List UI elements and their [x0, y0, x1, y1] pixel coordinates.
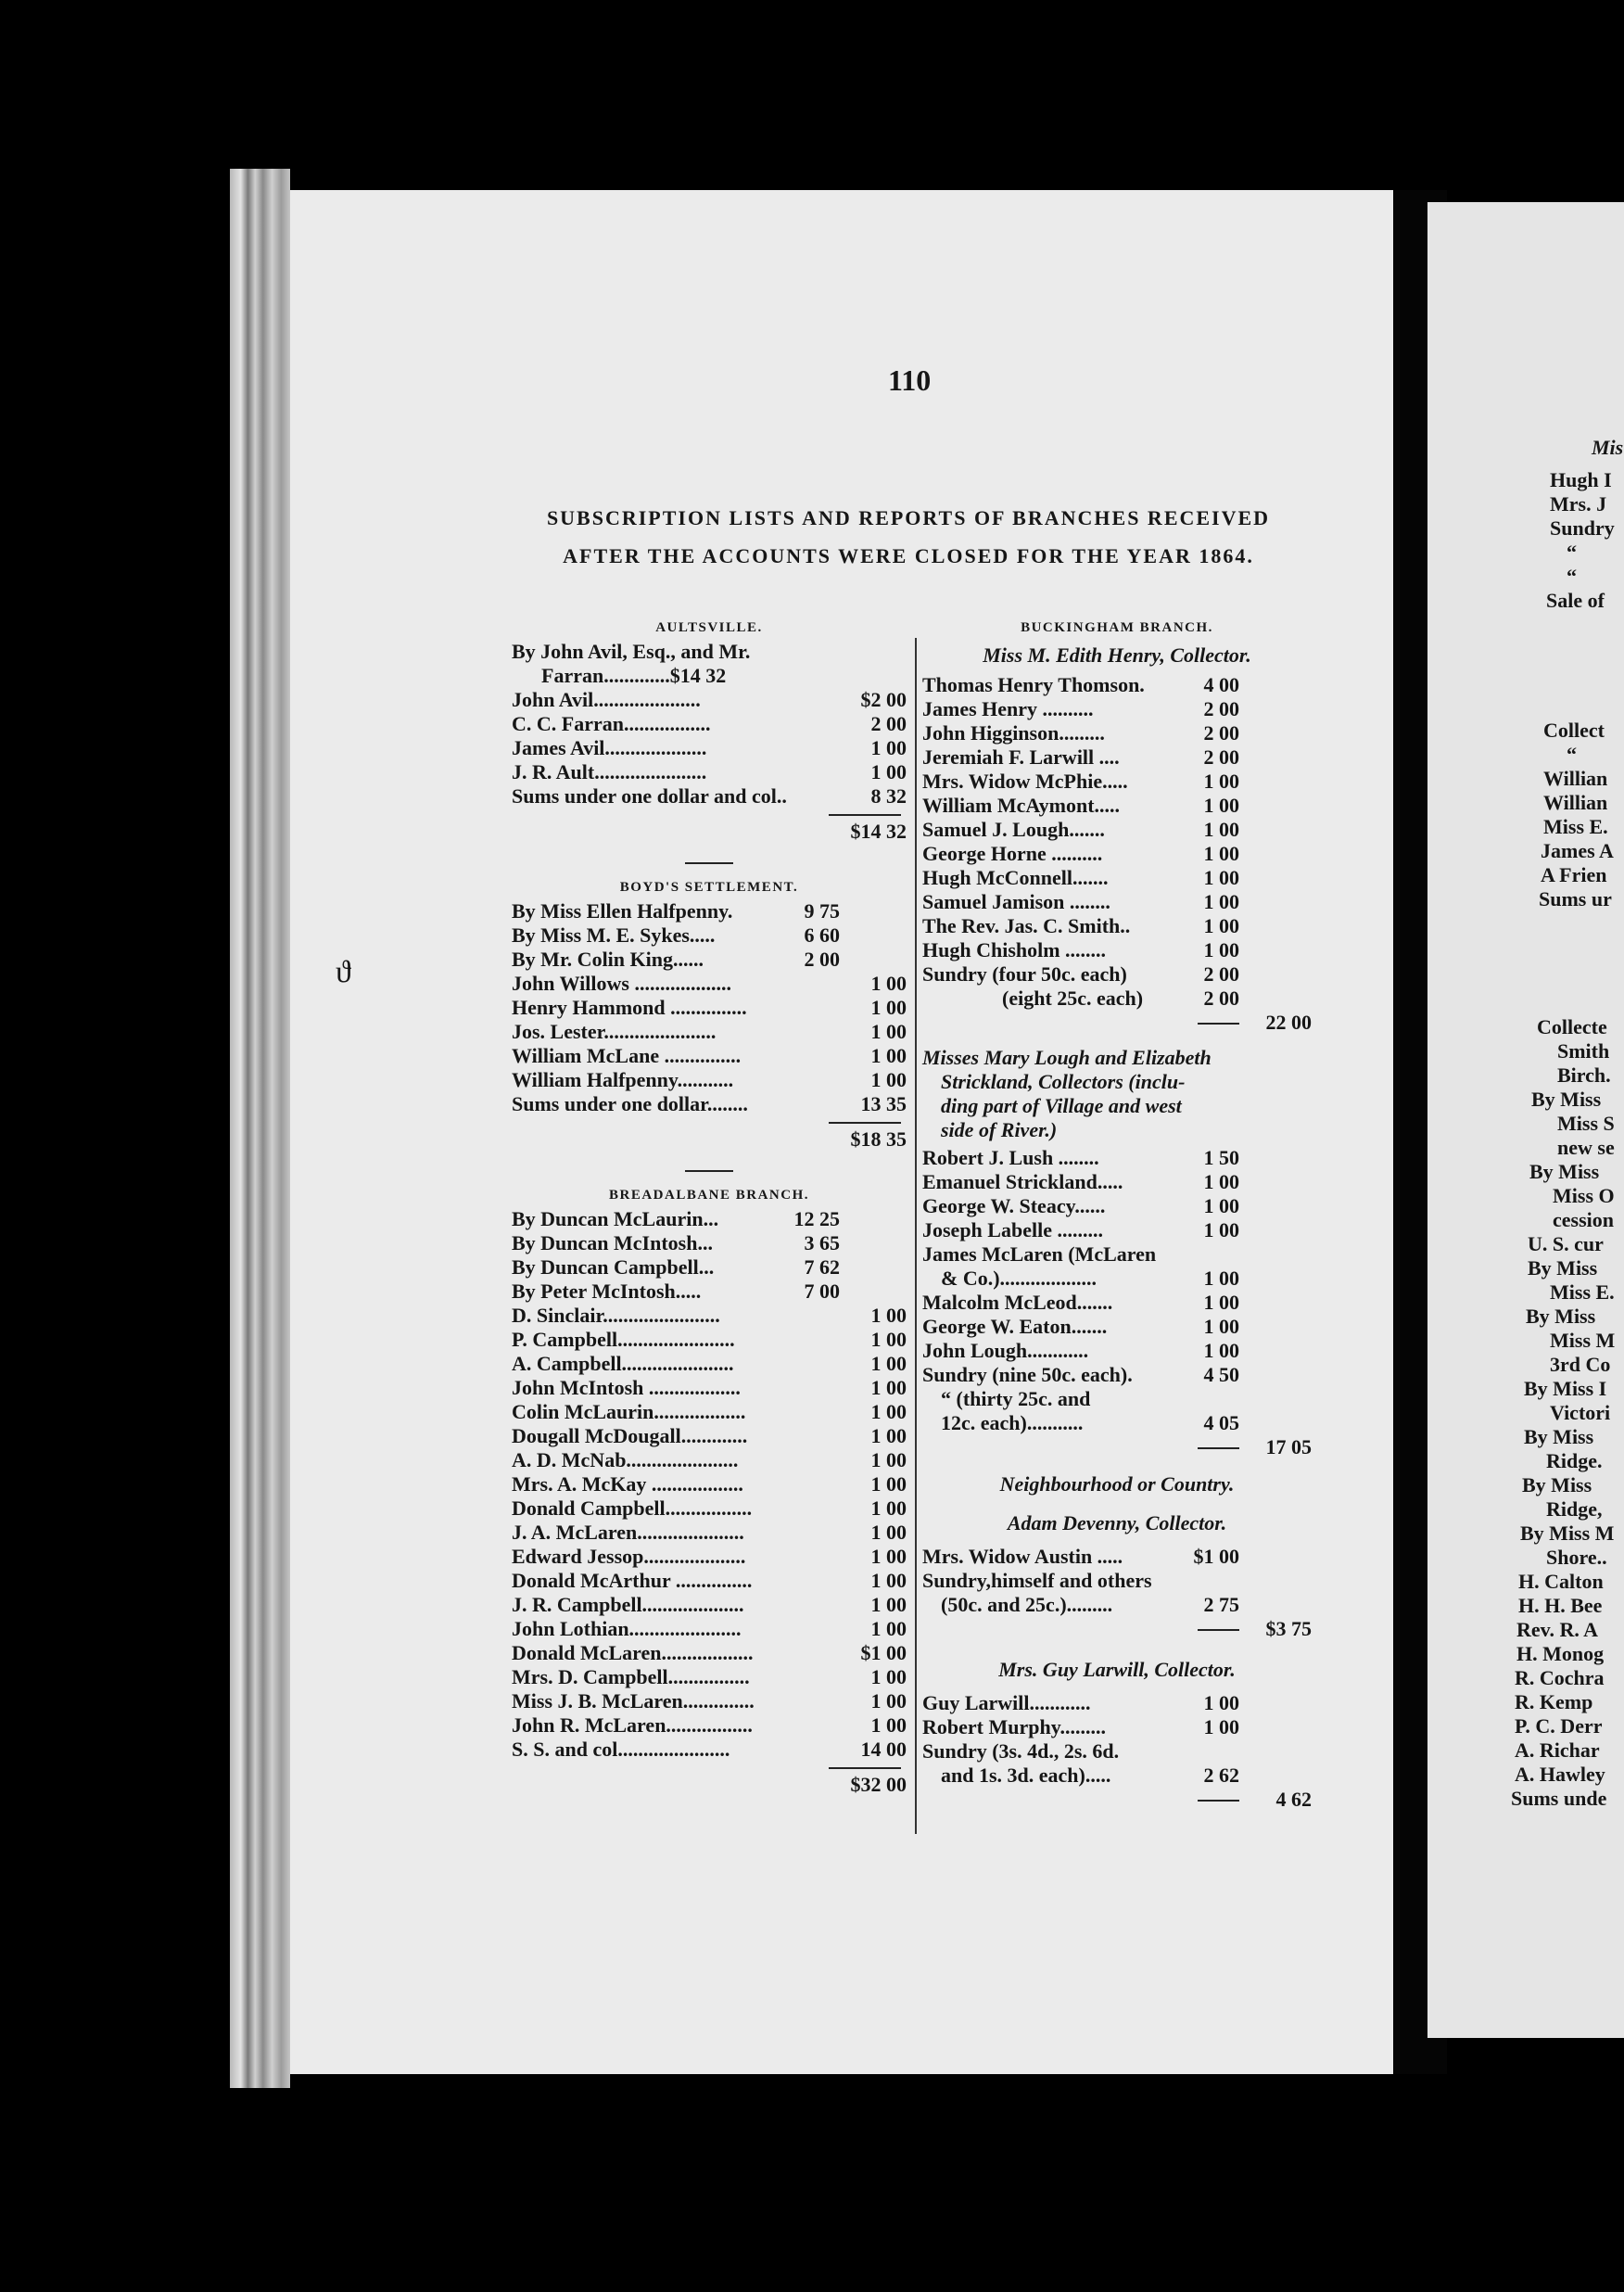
entry-name: S. S. and col...................... [512, 1738, 730, 1761]
list-item [512, 948, 907, 972]
list-item [512, 1665, 907, 1689]
facing-page-fragment: James A [1541, 839, 1614, 862]
entry-amount: 7 62 [804, 1255, 840, 1279]
list-item [512, 1545, 907, 1569]
collector-line: Miss M. Edith Henry, Collector. [983, 643, 1251, 667]
entry-name: James Avil.................... [512, 736, 707, 759]
entry-amount: 1 00 [1203, 890, 1239, 913]
facing-page-fragment: By Miss [1526, 1305, 1596, 1328]
entry-amount: 2 00 [1203, 721, 1239, 745]
entry-name: James McLaren (McLaren [922, 1242, 1157, 1266]
entry-name: John Lothian...................... [512, 1617, 742, 1640]
facing-page-fragment: Collecte [1537, 1015, 1607, 1038]
facing-page-fragment: Willian [1543, 767, 1608, 790]
entry-amount: 1 00 [1203, 1691, 1239, 1714]
entry-amount: 2 00 [1203, 987, 1239, 1010]
entry-amount: 1 00 [1203, 842, 1239, 865]
facing-page-fragment: Hugh I [1550, 468, 1612, 491]
entry-amount: 1 00 [870, 736, 907, 759]
entry-name: Sundry (3s. 4d., 2s. 6d. [922, 1739, 1120, 1763]
entry-name: Robert J. Lush ........ [922, 1146, 1099, 1169]
book-edge [230, 169, 290, 2088]
entry-amount: 1 00 [870, 1376, 907, 1399]
entry-name: Hugh Chisholm ........ [922, 938, 1107, 961]
entry-name: Mrs. Widow McPhie..... [922, 770, 1128, 793]
facing-page-fragment: Mis [1592, 436, 1624, 459]
facing-page-fragment: 3rd Co [1550, 1353, 1611, 1376]
section-rule [685, 1170, 733, 1172]
facing-page-fragment: By Miss [1531, 1088, 1602, 1111]
collector-line: Mrs. Guy Larwill, Collector. [998, 1658, 1236, 1681]
entry-name: Samuel J. Lough....... [922, 818, 1105, 841]
list-item [922, 1242, 1312, 1267]
entry-name: J. R. Campbell.................... [512, 1593, 744, 1616]
entry-name: John Willows ................... [512, 972, 731, 995]
collectors-note-line: ding part of Village and west [941, 1094, 1182, 1117]
intro-line: Farran.............$14 32 [541, 664, 727, 687]
entry-name: By Duncan Campbell... [512, 1255, 715, 1279]
list-item [512, 1738, 907, 1762]
aultsville-rows [512, 688, 907, 809]
entry-name: William Halfpenny........... [512, 1068, 734, 1091]
facing-page-fragment: By Miss M [1520, 1522, 1615, 1545]
entry-amount: 1 00 [870, 1569, 907, 1592]
section-title-boyds: BOYD'S SETTLEMENT. [619, 880, 799, 895]
entry-amount: 1 00 [1203, 818, 1239, 841]
entry-name: Dougall McDougall............. [512, 1424, 748, 1447]
entry-name: By Duncan McLaurin... [512, 1207, 719, 1230]
entry-amount: 1 00 [870, 1068, 907, 1091]
entry-name: By Mr. Colin King...... [512, 948, 704, 971]
entry-name: P. Campbell....................... [512, 1328, 735, 1351]
list-item [922, 1194, 1312, 1218]
entry-amount: 1 00 [1203, 914, 1239, 937]
collectors-note-line: side of River.) [941, 1118, 1058, 1141]
entry-amount: 12 25 [793, 1207, 840, 1230]
list-item [512, 1496, 907, 1521]
list-item [922, 962, 1312, 987]
subtotal-line: 17 05 [922, 1435, 1312, 1459]
list-item [512, 1448, 907, 1472]
facing-page-fragment: By Miss [1528, 1256, 1598, 1280]
entry-amount: 1 00 [870, 1424, 907, 1447]
breadalbane-by-rows [512, 1207, 907, 1304]
entry-name: Sums under one dollar........ [512, 1092, 748, 1115]
section-title-aultsville: AULTSVILLE. [655, 620, 763, 635]
entry-amount: 1 00 [1203, 1218, 1239, 1242]
list-item [512, 923, 907, 948]
list-item [512, 1304, 907, 1328]
list-item [512, 1020, 907, 1044]
ink-mark: ϑ [336, 955, 351, 989]
right-column [922, 616, 1312, 1812]
list-item [512, 1569, 907, 1593]
entry-amount: 1 00 [1203, 1170, 1239, 1193]
collectors-note-line: Misses Mary Lough and Elizabeth [922, 1046, 1212, 1069]
list-item [512, 1207, 907, 1231]
entry-name: Mrs. Widow Austin ..... [922, 1545, 1123, 1568]
facing-page-fragment: Miss S [1557, 1112, 1615, 1135]
entry-name: A. D. McNab...................... [512, 1448, 739, 1471]
entry-amount: 1 00 [870, 1448, 907, 1471]
list-item [922, 842, 1312, 866]
facing-page-fragment: Ridge, [1546, 1497, 1603, 1521]
boyds-rows [512, 972, 907, 1116]
facing-page-fragment: Sale of [1546, 589, 1605, 612]
entry-name: By Miss Ellen Halfpenny. [512, 899, 733, 923]
list-item [922, 1764, 1312, 1788]
list-item [512, 1521, 907, 1545]
entry-amount: 1 00 [870, 1545, 907, 1568]
entry-name: Emanuel Strickland..... [922, 1170, 1123, 1193]
facing-page-fragment: H. Monog [1516, 1642, 1605, 1665]
collectors-note [922, 1046, 1312, 1142]
list-item [922, 673, 1312, 697]
facing-page-fragment: A. Richar [1515, 1738, 1600, 1762]
list-item [512, 1617, 907, 1641]
list-item [922, 770, 1312, 794]
entry-name: Donald Campbell................. [512, 1496, 753, 1520]
list-item [922, 1363, 1312, 1387]
facing-page-fragment: By Miss [1529, 1160, 1600, 1183]
facing-page-fragment: Miss O [1553, 1184, 1615, 1207]
facing-page-fragment: “ [1567, 541, 1577, 564]
facing-page-fragment: new se [1557, 1136, 1615, 1159]
entry-name: Sums under one dollar and col.. [512, 784, 787, 808]
entry-amount: $2 00 [860, 688, 907, 711]
entry-amount: 1 00 [870, 1472, 907, 1496]
list-item [512, 972, 907, 996]
facing-page-fragment: Smith [1557, 1039, 1610, 1063]
heading-line-2: AFTER THE ACCOUNTS WERE CLOSED FOR THE YEAR 1864. [563, 544, 1254, 567]
list-item [922, 697, 1312, 721]
entry-name: John Higginson......... [922, 721, 1105, 745]
entry-amount: 4 50 [1203, 1363, 1239, 1386]
entry-name: James Henry .......... [922, 697, 1094, 720]
entry-amount: 1 00 [870, 1400, 907, 1423]
entry-name: Guy Larwill............ [922, 1691, 1091, 1714]
list-item [512, 1424, 907, 1448]
intro-line: By John Avil, Esq., and Mr. [512, 640, 751, 663]
entry-amount: 1 00 [870, 1328, 907, 1351]
list-item [922, 1387, 1312, 1411]
facing-page-fragment: H. Calton [1518, 1570, 1604, 1593]
facing-page-fragment: Sums unde [1511, 1787, 1607, 1810]
entry-name: 12c. each)........... [941, 1411, 1084, 1434]
buckingham-rows [922, 673, 1312, 1011]
list-item [922, 794, 1312, 818]
entry-amount: 6 60 [804, 923, 840, 947]
entry-name: Joseph Labelle ......... [922, 1218, 1103, 1242]
list-item [512, 996, 907, 1020]
entry-name: “ (thirty 25c. and [941, 1387, 1091, 1410]
list-item [512, 1400, 907, 1424]
total-rule [829, 1122, 901, 1124]
list-item [922, 1339, 1312, 1363]
entry-amount: 4 05 [1203, 1411, 1239, 1434]
entry-amount: 14 00 [860, 1738, 907, 1761]
facing-page-fragment: R. Cochra [1515, 1666, 1605, 1689]
entry-amount: 1 00 [1203, 1194, 1239, 1217]
facing-page-fragment: Sums ur [1539, 887, 1612, 910]
entry-name: Colin McLaurin.................. [512, 1400, 746, 1423]
entry-name: Donald McLaren.................. [512, 1641, 754, 1664]
entry-amount: 2 00 [870, 712, 907, 735]
list-item [512, 1092, 907, 1116]
list-item [512, 1713, 907, 1738]
subtotal-line: $3 75 [922, 1617, 1312, 1641]
facing-page-fragment: Collect [1543, 719, 1605, 742]
entry-amount: 1 00 [870, 1713, 907, 1737]
facing-page-fragment: By Miss [1524, 1425, 1594, 1448]
entry-amount: 2 00 [804, 948, 840, 971]
entry-amount: 2 62 [1203, 1764, 1239, 1787]
entry-name: John McIntosh .................. [512, 1376, 741, 1399]
facing-page-fragment: H. H. Bee [1518, 1594, 1603, 1617]
facing-page-fragment: Miss E. [1543, 815, 1608, 838]
facing-page-fragment: Miss M [1550, 1329, 1616, 1352]
entry-name: Hugh McConnell....... [922, 866, 1109, 889]
total-rule [829, 814, 901, 816]
column-divider [915, 638, 917, 1834]
section-title-buckingham: BUCKINGHAM BRANCH. [1021, 620, 1213, 635]
neighbourhood-rows [922, 1545, 1312, 1617]
boyds-by-rows [512, 899, 907, 972]
list-item [512, 688, 907, 712]
entry-amount: 4 00 [1203, 673, 1239, 696]
list-item [512, 899, 907, 923]
facing-page-fragment: “ [1567, 565, 1577, 588]
misses-rows [922, 1146, 1312, 1435]
entry-amount: 1 00 [870, 1521, 907, 1544]
list-item [922, 1267, 1312, 1291]
list-item [512, 712, 907, 736]
entry-name: Mrs. A. McKay .................. [512, 1472, 743, 1496]
facing-page-fragment: “ [1567, 743, 1577, 766]
entry-name: George W. Steacy...... [922, 1194, 1106, 1217]
entry-name: Samuel Jamison ........ [922, 890, 1110, 913]
entry-name: George W. Eaton....... [922, 1315, 1108, 1338]
entry-name: Robert Murphy......... [922, 1715, 1106, 1738]
entry-name: Miss J. B. McLaren.............. [512, 1689, 755, 1713]
entry-name: Malcolm McLeod....... [922, 1291, 1113, 1314]
facing-page-fragment: P. C. Derr [1515, 1714, 1603, 1738]
list-item [512, 736, 907, 760]
heading-line-1: SUBSCRIPTION LISTS AND REPORTS OF BRANCHES RECEIVED [546, 506, 1271, 529]
subtotal-line: 4 62 [922, 1788, 1312, 1812]
entry-amount: 1 00 [870, 1304, 907, 1327]
entry-amount: 2 75 [1203, 1593, 1239, 1616]
entry-name: D. Sinclair....................... [512, 1304, 720, 1327]
section-title-breadalbane: BREADALBANE BRANCH. [608, 1188, 810, 1203]
entry-amount: 2 00 [1203, 745, 1239, 769]
entry-amount: 7 00 [804, 1280, 840, 1303]
entry-name: Sundry,himself and others [922, 1569, 1152, 1592]
entry-amount: 1 00 [1203, 1315, 1239, 1338]
entry-name: & Co.)................... [941, 1267, 1097, 1290]
total-rule [829, 1767, 901, 1769]
list-item [922, 1593, 1312, 1617]
entry-amount: 3 65 [804, 1231, 840, 1254]
list-item [922, 866, 1312, 890]
entry-name: and 1s. 3d. each)..... [941, 1764, 1111, 1787]
list-item [512, 1068, 907, 1092]
entry-name: Sundry (nine 50c. each). [922, 1363, 1133, 1386]
list-item [512, 760, 907, 784]
list-item [922, 890, 1312, 914]
entry-amount: 1 00 [1203, 866, 1239, 889]
entry-name: George Horne .......... [922, 842, 1103, 865]
collector-line: Adam Devenny, Collector. [1007, 1511, 1227, 1534]
entry-amount: 1 00 [870, 1020, 907, 1043]
total-line: $32 00 [850, 1773, 907, 1796]
entry-name: By Duncan McIntosh... [512, 1231, 713, 1254]
list-item [922, 1291, 1312, 1315]
entry-amount: 2 00 [1203, 962, 1239, 986]
entry-amount: $1 00 [1193, 1545, 1239, 1568]
list-item [922, 987, 1312, 1011]
list-item [512, 1376, 907, 1400]
entry-name: Sundry (four 50c. each) [922, 962, 1127, 986]
entry-amount: 1 00 [870, 1665, 907, 1688]
entry-amount: 1 00 [1203, 1339, 1239, 1362]
list-item [922, 1569, 1312, 1593]
entry-name: (50c. and 25c.)......... [941, 1593, 1113, 1616]
entry-amount: 1 00 [870, 760, 907, 783]
list-item [922, 721, 1312, 745]
list-item [922, 1545, 1312, 1569]
facing-page-fragment: By Miss [1522, 1473, 1592, 1496]
entry-amount: 1 00 [870, 1617, 907, 1640]
facing-page-fragment: cession [1553, 1208, 1614, 1231]
list-item [922, 938, 1312, 962]
entry-amount: 1 00 [1203, 770, 1239, 793]
entry-name: John Avil..................... [512, 688, 701, 711]
entry-amount: 9 75 [804, 899, 840, 923]
entry-name: Edward Jessop.................... [512, 1545, 746, 1568]
entry-amount: 1 00 [870, 1352, 907, 1375]
entry-name: Mrs. D. Campbell................ [512, 1665, 750, 1688]
entry-name: By Miss M. E. Sykes..... [512, 923, 716, 947]
entry-name: John R. McLaren................. [512, 1713, 753, 1737]
list-item [512, 1231, 907, 1255]
entry-amount: 2 00 [1203, 697, 1239, 720]
facing-page-fragment: Birch. [1557, 1063, 1611, 1087]
collectors-note-line: Strickland, Collectors (inclu- [941, 1070, 1186, 1093]
larwill-rows [922, 1691, 1312, 1788]
list-item [922, 1218, 1312, 1242]
page-number: 110 [888, 363, 932, 397]
facing-page-fragment: By Miss I [1524, 1377, 1607, 1400]
entry-amount: 8 32 [870, 784, 907, 808]
list-item [922, 1739, 1312, 1764]
entry-name: William McAymont..... [922, 794, 1121, 817]
entry-amount: 1 00 [870, 1593, 907, 1616]
neighbourhood-title: Neighbourhood or Country. [999, 1472, 1235, 1496]
entry-amount: 1 00 [870, 1689, 907, 1713]
entry-amount: 1 00 [1203, 1291, 1239, 1314]
entry-amount: 1 00 [1203, 1715, 1239, 1738]
list-item [512, 1472, 907, 1496]
entry-name: J. R. Ault...................... [512, 760, 707, 783]
list-item [512, 784, 907, 809]
subtotal-line: 22 00 [922, 1011, 1312, 1035]
entry-amount: 1 00 [1203, 1267, 1239, 1290]
entry-name: William McLane ............... [512, 1044, 742, 1067]
list-item [512, 1280, 907, 1304]
facing-page-fragment: Willian [1543, 791, 1608, 814]
list-item [922, 745, 1312, 770]
list-item [512, 1593, 907, 1617]
list-item [512, 1255, 907, 1280]
list-item [512, 1641, 907, 1665]
total-line: $18 35 [850, 1127, 907, 1151]
entry-amount: $1 00 [860, 1641, 907, 1664]
facing-page-fragment: Shore.. [1546, 1546, 1607, 1569]
entry-name: The Rev. Jas. C. Smith.. [922, 914, 1131, 937]
total-line: $14 32 [850, 820, 907, 843]
entry-amount: 13 35 [860, 1092, 907, 1115]
list-item [922, 1691, 1312, 1715]
facing-page-fragment: Victori [1550, 1401, 1611, 1424]
facing-page-fragment: Miss E. [1550, 1280, 1615, 1304]
entry-amount: 1 00 [870, 972, 907, 995]
facing-page-fragment: A. Hawley [1515, 1763, 1605, 1786]
facing-page-fragment: Ridge. [1546, 1449, 1603, 1472]
entry-name: A. Campbell...................... [512, 1352, 734, 1375]
entry-name: Donald McArthur ............... [512, 1569, 753, 1592]
list-item [922, 1170, 1312, 1194]
facing-page-fragment: Sundry [1550, 516, 1615, 540]
list-item [922, 1146, 1312, 1170]
facing-page-fragment: A Frien [1541, 863, 1607, 886]
facing-page-fragment: Mrs. J [1550, 492, 1607, 516]
list-item [922, 818, 1312, 842]
section-rule [685, 862, 733, 864]
entry-amount: 1 50 [1203, 1146, 1239, 1169]
list-item [512, 1328, 907, 1352]
facing-page-fragment: U. S. cur [1528, 1232, 1604, 1255]
list-item [512, 1044, 907, 1068]
list-item [922, 914, 1312, 938]
entry-amount: 1 00 [870, 996, 907, 1019]
entry-amount: 1 00 [870, 1496, 907, 1520]
breadalbane-rows [512, 1304, 907, 1762]
list-item [512, 1352, 907, 1376]
entry-amount: 1 00 [1203, 938, 1239, 961]
entry-amount: 1 00 [1203, 794, 1239, 817]
entry-name: John Lough............ [922, 1339, 1089, 1362]
list-item [922, 1411, 1312, 1435]
entry-name: C. C. Farran................. [512, 712, 711, 735]
entry-name: Jeremiah F. Larwill .... [922, 745, 1120, 769]
entry-name: By Peter McIntosh..... [512, 1280, 702, 1303]
list-item [922, 1715, 1312, 1739]
left-column [512, 616, 907, 1797]
list-item [512, 1689, 907, 1713]
list-item [922, 1315, 1312, 1339]
entry-name: (eight 25c. each) [1002, 987, 1144, 1010]
entry-name: J. A. McLaren..................... [512, 1521, 744, 1544]
entry-name: Jos. Lester...................... [512, 1020, 717, 1043]
entry-name: Henry Hammond ............... [512, 996, 747, 1019]
entry-amount: 1 00 [870, 1044, 907, 1067]
facing-page-fragment: R. Kemp [1515, 1690, 1593, 1713]
facing-page-fragment: Rev. R. A [1516, 1618, 1598, 1641]
entry-name: Thomas Henry Thomson. [922, 673, 1145, 696]
